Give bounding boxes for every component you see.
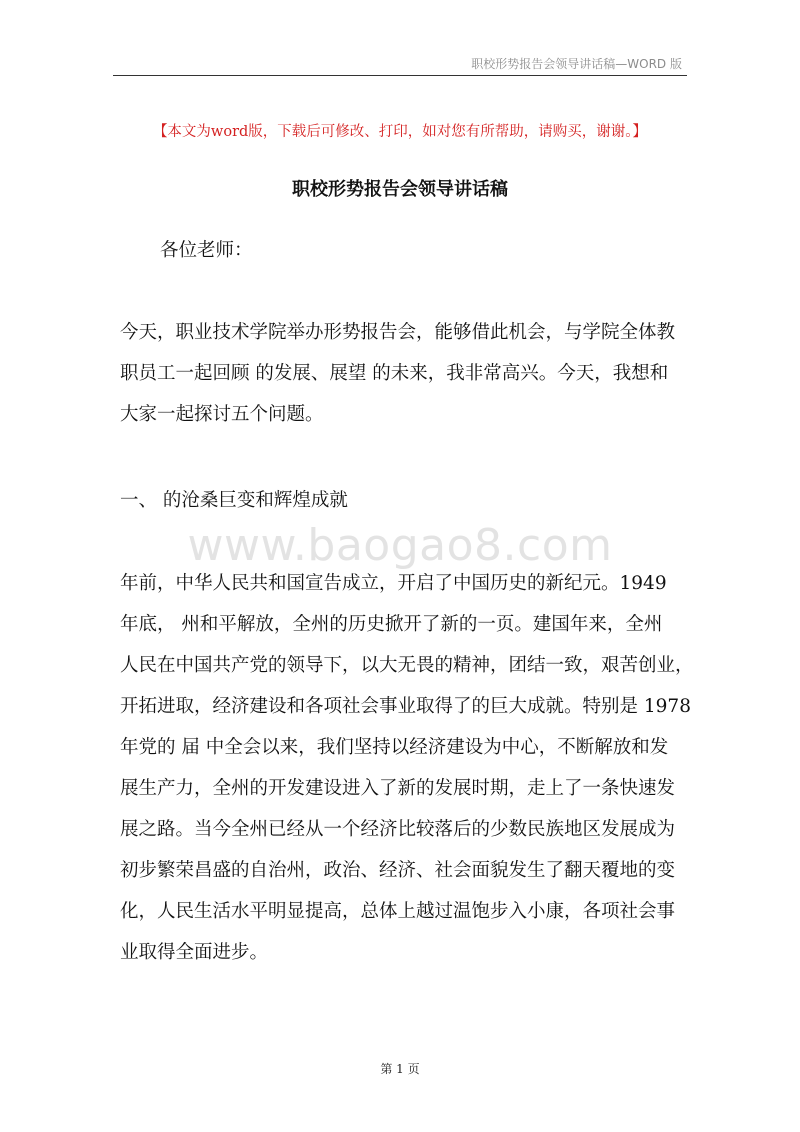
paragraph-line: 今天，职业技术学院举办形势报告会，能够借此机会，与学院全体教 <box>120 322 676 343</box>
watermark: www.baogao8.com <box>187 520 613 571</box>
page-number: 第 1 页 <box>380 1062 420 1076</box>
document-title: 职校形势报告会领导讲话稿 <box>292 179 508 200</box>
download-notice: 【本文为word版，下载后可修改、打印，如对您有所帮助，请购买，谢谢。】 <box>152 124 648 140</box>
paragraph-line: 开拓进取，经济建设和各项社会事业取得了的巨大成就。特别是 1978 <box>120 696 691 717</box>
paragraph-line: 职员工一起回顾 的发展、展望 的未来，我非常高兴。今天，我想和 <box>120 363 669 384</box>
paragraph-line: 初步繁荣昌盛的自治州，政治、经济、社会面貌发生了翻天覆地的变 <box>120 860 676 881</box>
paragraph-line: 化，人民生活水平明显提高，总体上越过温饱步入小康，各项社会事 <box>120 901 676 922</box>
paragraph-line: 人民在中国共产党的领导下，以大无畏的精神，团结一致，艰苦创业， <box>120 655 694 676</box>
paragraph-line: 大家一起探讨五个问题。 <box>120 404 324 425</box>
paragraph-line: 展生产力，全州的开发建设进入了新的发展时期，走上了一条快速发 <box>120 778 676 799</box>
running-header: 职校形势报告会领导讲话稿—WORD 版 <box>471 57 682 71</box>
paragraph-line: 年底， 州和平解放，全州的历史掀开了新的一页。建国年来，全州 <box>120 614 663 635</box>
header-divider <box>113 75 687 76</box>
paragraph-history <box>120 563 692 973</box>
paragraph-line: 年前，中华人民共和国宣告成立，开启了中国历史的新纪元。1949 <box>120 573 667 594</box>
paragraph-line: 年党的 届 中全会以来，我们坚持以经济建设为中心，不断解放和发 <box>120 737 669 758</box>
section-heading-1: 一、 的沧桑巨变和辉煌成就 <box>120 490 348 511</box>
paragraph-intro <box>120 312 692 435</box>
paragraph-line: 展之路。当今全州已经从一个经济比较落后的少数民族地区发展成为 <box>120 819 676 840</box>
paragraph-line: 业取得全面进步。 <box>120 942 269 963</box>
salutation: 各位老师： <box>160 240 253 261</box>
